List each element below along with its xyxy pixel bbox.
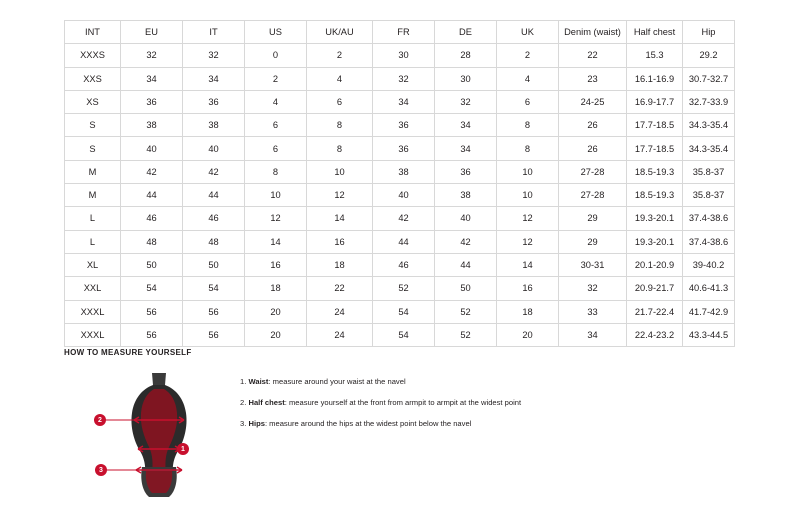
table-cell: 41.7-42.9 <box>683 300 735 323</box>
table-cell: 34 <box>559 323 627 346</box>
table-cell: 18.5-19.3 <box>627 184 683 207</box>
table-cell: L <box>65 207 121 230</box>
table-cell: 14 <box>245 230 307 253</box>
table-cell: 8 <box>497 137 559 160</box>
table-cell: 20.9-21.7 <box>627 277 683 300</box>
table-cell: 2 <box>497 44 559 67</box>
table-cell: 42 <box>183 160 245 183</box>
table-row <box>65 323 735 346</box>
table-cell: 33 <box>559 300 627 323</box>
table-cell: 52 <box>373 277 435 300</box>
table-cell: 4 <box>307 67 373 90</box>
note-text: : measure around the hips at the widest point below the navel <box>264 419 472 429</box>
table-cell: 17.7-18.5 <box>627 114 683 137</box>
table-row <box>65 230 735 253</box>
table-cell: 24-25 <box>559 90 627 113</box>
table-cell: 21.7-22.4 <box>627 300 683 323</box>
table-cell: 10 <box>497 160 559 183</box>
table-cell: 22 <box>307 277 373 300</box>
column-header: EU <box>121 21 183 44</box>
table-cell: 32 <box>183 44 245 67</box>
table-row <box>65 160 735 183</box>
table-header-row <box>65 21 735 44</box>
table-cell: 52 <box>435 300 497 323</box>
measure-note <box>240 398 521 407</box>
table-cell: 30.7-32.7 <box>683 67 735 90</box>
table-cell: XXS <box>65 67 121 90</box>
table-cell: 16.9-17.7 <box>627 90 683 113</box>
table-cell: 46 <box>183 207 245 230</box>
table-cell: 8 <box>245 160 307 183</box>
table-cell: 20 <box>245 300 307 323</box>
table-cell: XL <box>65 253 121 276</box>
table-cell: 34 <box>121 67 183 90</box>
table-cell: 8 <box>307 137 373 160</box>
table-cell: 28 <box>435 44 497 67</box>
table-cell: 52 <box>435 323 497 346</box>
column-header: UK/AU <box>307 21 373 44</box>
table-cell: 20 <box>497 323 559 346</box>
table-cell: 38 <box>183 114 245 137</box>
table-cell: XXL <box>65 277 121 300</box>
measure-title: HOW TO MEASURE YOURSELF <box>64 348 192 357</box>
table-cell: 54 <box>121 277 183 300</box>
table-cell: 42 <box>373 207 435 230</box>
table-cell: 24 <box>307 300 373 323</box>
table-cell: 34 <box>373 90 435 113</box>
table-cell: 2 <box>245 67 307 90</box>
note-text: : measure yourself at the front from armpit to armpit at the widest point <box>284 398 522 408</box>
column-header: IT <box>183 21 245 44</box>
table-cell: 6 <box>245 114 307 137</box>
table-cell: 36 <box>373 114 435 137</box>
table-cell: M <box>65 160 121 183</box>
table-cell: 44 <box>121 184 183 207</box>
table-cell: 26 <box>559 137 627 160</box>
table-cell: 38 <box>121 114 183 137</box>
table-cell: 30-31 <box>559 253 627 276</box>
note-term: Half chest <box>248 398 285 408</box>
table-cell: 8 <box>307 114 373 137</box>
note-number: 2. <box>240 398 247 408</box>
table-cell: 18 <box>307 253 373 276</box>
table-cell: 35.8-37 <box>683 184 735 207</box>
table-cell: 43.3-44.5 <box>683 323 735 346</box>
table-cell: 40 <box>435 207 497 230</box>
column-header: FR <box>373 21 435 44</box>
table-cell: 40 <box>373 184 435 207</box>
table-cell: 10 <box>497 184 559 207</box>
table-cell: 23 <box>559 67 627 90</box>
table-cell: XXXL <box>65 300 121 323</box>
table-cell: 32 <box>559 277 627 300</box>
table-cell: 34 <box>435 114 497 137</box>
table-cell: 16 <box>497 277 559 300</box>
table-cell: 26 <box>559 114 627 137</box>
table-cell: 29 <box>559 207 627 230</box>
table-cell: 54 <box>373 323 435 346</box>
note-number: 1. <box>240 377 247 386</box>
table-cell: 12 <box>245 207 307 230</box>
table-cell: 48 <box>183 230 245 253</box>
table-cell: 14 <box>497 253 559 276</box>
table-row <box>65 44 735 67</box>
table-cell: 54 <box>183 277 245 300</box>
table-cell: 44 <box>435 253 497 276</box>
table-cell: 2 <box>307 44 373 67</box>
table-cell: XS <box>65 90 121 113</box>
table-cell: 0 <box>245 44 307 67</box>
how-to-measure-section <box>64 348 744 497</box>
table-cell: 10 <box>307 160 373 183</box>
table-cell: S <box>65 114 121 137</box>
table-cell: 12 <box>497 207 559 230</box>
table-cell: 12 <box>307 184 373 207</box>
table-cell: 19.3-20.1 <box>627 207 683 230</box>
table-cell: 50 <box>183 253 245 276</box>
table-cell: XXXL <box>65 323 121 346</box>
table-cell: 54 <box>373 300 435 323</box>
table-cell: 12 <box>497 230 559 253</box>
column-header: Hip <box>683 21 735 44</box>
table-cell: 46 <box>373 253 435 276</box>
table-cell: 35.8-37 <box>683 160 735 183</box>
table-cell: 8 <box>497 114 559 137</box>
note-number: 3. <box>240 419 247 429</box>
table-row <box>65 300 735 323</box>
table-cell: 34.3-35.4 <box>683 137 735 160</box>
column-header: Denim (waist) <box>559 21 627 44</box>
table-cell: 22.4-23.2 <box>627 323 683 346</box>
table-cell: 20.1-20.9 <box>627 253 683 276</box>
table-row <box>65 253 735 276</box>
table-cell: 44 <box>183 184 245 207</box>
table-cell: 16.1-16.9 <box>627 67 683 90</box>
table-cell: 16 <box>307 230 373 253</box>
table-row <box>65 67 735 90</box>
table-cell: 18.5-19.3 <box>627 160 683 183</box>
table-cell: 30 <box>373 44 435 67</box>
table-cell: 14 <box>307 207 373 230</box>
table-cell: 42 <box>435 230 497 253</box>
table-cell: 20 <box>245 323 307 346</box>
table-cell: 32 <box>373 67 435 90</box>
table-cell: 56 <box>183 300 245 323</box>
table-cell: 34 <box>435 137 497 160</box>
table-cell: 56 <box>183 323 245 346</box>
table-cell: 40 <box>183 137 245 160</box>
table-cell: 56 <box>121 300 183 323</box>
column-header: US <box>245 21 307 44</box>
table-cell: 6 <box>497 90 559 113</box>
table-cell: 32 <box>121 44 183 67</box>
table-cell: 34 <box>183 67 245 90</box>
table-cell: 32.7-33.9 <box>683 90 735 113</box>
table-cell: 38 <box>435 184 497 207</box>
table-cell: S <box>65 137 121 160</box>
table-cell: 32 <box>435 90 497 113</box>
table-cell: 48 <box>121 230 183 253</box>
table-cell: 38 <box>373 160 435 183</box>
table-cell: 6 <box>245 137 307 160</box>
measure-badge-3: 3 <box>95 464 107 476</box>
table-cell: L <box>65 230 121 253</box>
table-cell: 40.6-41.3 <box>683 277 735 300</box>
table-cell: 4 <box>245 90 307 113</box>
table-row <box>65 207 735 230</box>
table-cell: 6 <box>307 90 373 113</box>
table-cell: 36 <box>373 137 435 160</box>
column-header: DE <box>435 21 497 44</box>
note-term: Hips <box>248 419 265 429</box>
table-cell: 36 <box>183 90 245 113</box>
table-row <box>65 114 735 137</box>
mannequin-illustration <box>94 367 224 497</box>
table-cell: 18 <box>497 300 559 323</box>
table-cell: 4 <box>497 67 559 90</box>
table-cell: 40 <box>121 137 183 160</box>
table-cell: 39-40.2 <box>683 253 735 276</box>
measure-note <box>240 419 521 428</box>
table-cell: 50 <box>435 277 497 300</box>
column-header: Half chest <box>627 21 683 44</box>
table-cell: 30 <box>435 67 497 90</box>
measure-notes <box>240 367 521 440</box>
table-cell: 37.4-38.6 <box>683 207 735 230</box>
table-row <box>65 184 735 207</box>
table-cell: 18 <box>245 277 307 300</box>
table-row <box>65 277 735 300</box>
table-cell: 29 <box>559 230 627 253</box>
table-cell: 22 <box>559 44 627 67</box>
table-cell: 42 <box>121 160 183 183</box>
table-cell: 17.7-18.5 <box>627 137 683 160</box>
table-cell: 34.3-35.4 <box>683 114 735 137</box>
table-cell: 16 <box>245 253 307 276</box>
table-cell: 27-28 <box>559 160 627 183</box>
table-cell: 46 <box>121 207 183 230</box>
size-conversion-table <box>64 20 735 347</box>
table-cell: XXXS <box>65 44 121 67</box>
table-cell: M <box>65 184 121 207</box>
table-cell: 15.3 <box>627 44 683 67</box>
table-cell: 37.4-38.6 <box>683 230 735 253</box>
table-cell: 56 <box>121 323 183 346</box>
measure-badge-2: 2 <box>94 414 106 426</box>
measure-badge-1: 1 <box>177 443 189 455</box>
table-cell: 36 <box>121 90 183 113</box>
mannequin-figure <box>94 367 224 497</box>
table-cell: 10 <box>245 184 307 207</box>
table-cell: 44 <box>373 230 435 253</box>
table-row <box>65 90 735 113</box>
table-cell: 50 <box>121 253 183 276</box>
column-header: UK <box>497 21 559 44</box>
note-term: Waist <box>248 377 269 386</box>
table-cell: 29.2 <box>683 44 735 67</box>
measure-note <box>240 377 521 386</box>
table-cell: 19.3-20.1 <box>627 230 683 253</box>
table-cell: 36 <box>435 160 497 183</box>
column-header: INT <box>65 21 121 44</box>
table-cell: 27-28 <box>559 184 627 207</box>
table-row <box>65 137 735 160</box>
note-text: : measure around your waist at the navel <box>268 377 406 386</box>
table-cell: 24 <box>307 323 373 346</box>
